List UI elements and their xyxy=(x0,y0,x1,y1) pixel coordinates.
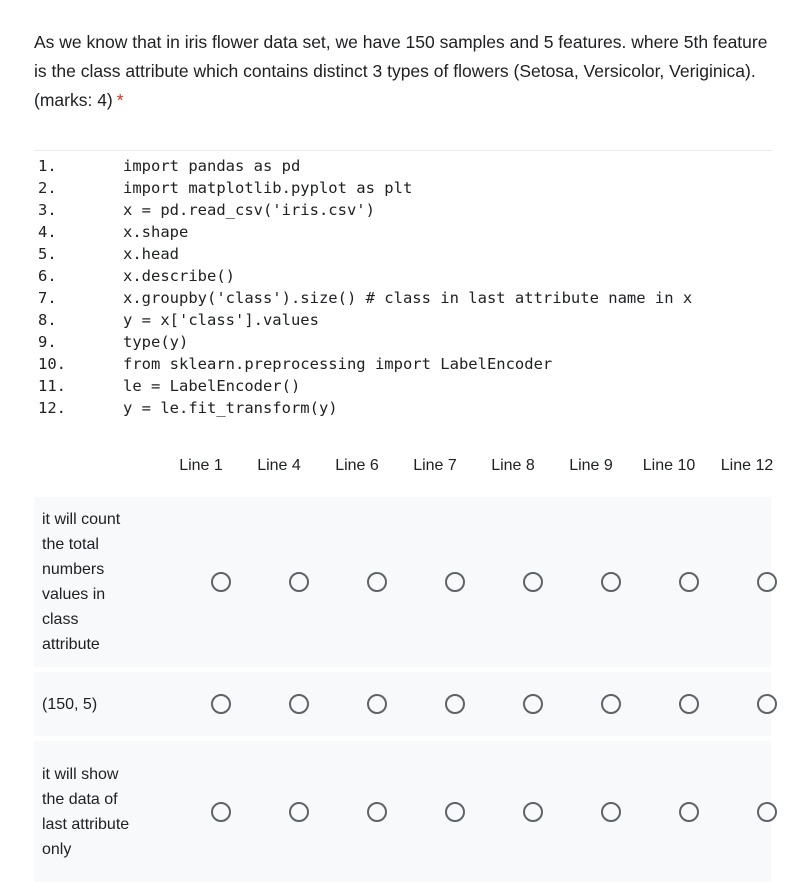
line-number: 5. xyxy=(38,245,57,263)
code-line xyxy=(38,309,778,331)
question-title xyxy=(34,28,779,115)
column-header: Line 8 xyxy=(491,457,535,474)
code-text: import matplotlib.pyplot as plt xyxy=(123,179,413,197)
radio-button[interactable] xyxy=(757,572,777,592)
radio-button[interactable] xyxy=(289,802,309,822)
code-line xyxy=(38,199,778,221)
line-number: 3. xyxy=(38,201,57,219)
radio-button[interactable] xyxy=(679,572,699,592)
radio-button[interactable] xyxy=(679,694,699,714)
code-text: import pandas as pd xyxy=(123,157,301,175)
line-number: 9. xyxy=(38,333,57,351)
grid-row-shape-output xyxy=(34,672,771,736)
line-number: 11. xyxy=(38,377,66,395)
grid-row-last-attribute xyxy=(34,741,771,882)
radio-button[interactable] xyxy=(601,694,621,714)
radio-button[interactable] xyxy=(523,694,543,714)
line-number: 7. xyxy=(38,289,57,307)
column-header: Line 9 xyxy=(569,457,613,474)
radio-button[interactable] xyxy=(445,694,465,714)
line-number: 12. xyxy=(38,399,66,417)
code-line xyxy=(38,375,778,397)
radio-button[interactable] xyxy=(367,572,387,592)
code-line xyxy=(38,397,778,419)
code-text: x = pd.read_csv('iris.csv') xyxy=(123,201,375,219)
column-header: Line 1 xyxy=(179,457,223,474)
column-header: Line 10 xyxy=(642,457,696,474)
line-number: 1. xyxy=(38,157,57,175)
required-asterisk: * xyxy=(116,90,124,110)
line-number: 10. xyxy=(38,355,66,373)
line-number: 8. xyxy=(38,311,57,329)
radio-button[interactable] xyxy=(367,802,387,822)
code-line xyxy=(38,331,778,353)
radio-group xyxy=(182,689,793,719)
radio-button[interactable] xyxy=(211,572,231,592)
code-text: x.describe() xyxy=(123,267,235,285)
radio-button[interactable] xyxy=(757,802,777,822)
column-header: Line 12 xyxy=(720,457,774,474)
code-text: x.groupby('class').size() # class in last attribute name in x xyxy=(123,289,693,307)
line-number: 6. xyxy=(38,267,57,285)
code-line xyxy=(38,221,778,243)
code-text: x.head xyxy=(123,245,179,263)
code-line xyxy=(38,155,778,177)
radio-button[interactable] xyxy=(289,694,309,714)
line-number: 2. xyxy=(38,179,57,197)
code-line xyxy=(38,177,778,199)
code-text: type(y) xyxy=(123,333,189,351)
column-header: Line 6 xyxy=(335,457,379,474)
radio-button[interactable] xyxy=(679,802,699,822)
radio-button[interactable] xyxy=(601,572,621,592)
radio-button[interactable] xyxy=(211,802,231,822)
radio-button[interactable] xyxy=(445,802,465,822)
radio-group xyxy=(182,567,793,597)
radio-button[interactable] xyxy=(757,694,777,714)
radio-button[interactable] xyxy=(601,802,621,822)
code-line xyxy=(38,287,778,309)
radio-button[interactable] xyxy=(523,572,543,592)
column-header: Line 7 xyxy=(413,457,457,474)
radio-button[interactable] xyxy=(367,694,387,714)
question-text: As we know that in iris flower data set, we have 150 samples and 5 features. where 5th feature is the class attribute which contains distinct 3 types of flowers (Setosa, Versicolor, Veriginica). (marks: 4) xyxy=(34,32,768,110)
radio-button[interactable] xyxy=(523,802,543,822)
line-number: 4. xyxy=(38,223,57,241)
grid-column-headers xyxy=(162,455,786,477)
radio-button[interactable] xyxy=(289,572,309,592)
code-divider xyxy=(34,150,772,151)
row-label: it will count the total numbers values in class attribute xyxy=(42,511,121,653)
code-line xyxy=(38,243,778,265)
radio-group xyxy=(182,797,793,827)
code-text: le = LabelEncoder() xyxy=(123,377,301,395)
row-label: (150, 5) xyxy=(42,695,98,713)
code-text: y = x['class'].values xyxy=(123,311,319,329)
code-text: from sklearn.preprocessing import LabelEncoder xyxy=(123,355,553,373)
radio-button[interactable] xyxy=(211,694,231,714)
row-label: it will show the data of last attribute only xyxy=(42,765,130,858)
code-line xyxy=(38,265,778,287)
grid-row-count-values xyxy=(34,497,771,667)
code-listing xyxy=(38,155,778,419)
code-line xyxy=(38,353,778,375)
code-text: x.shape xyxy=(123,223,189,241)
radio-button[interactable] xyxy=(445,572,465,592)
column-header: Line 4 xyxy=(257,457,301,474)
code-text: y = le.fit_transform(y) xyxy=(123,399,338,417)
